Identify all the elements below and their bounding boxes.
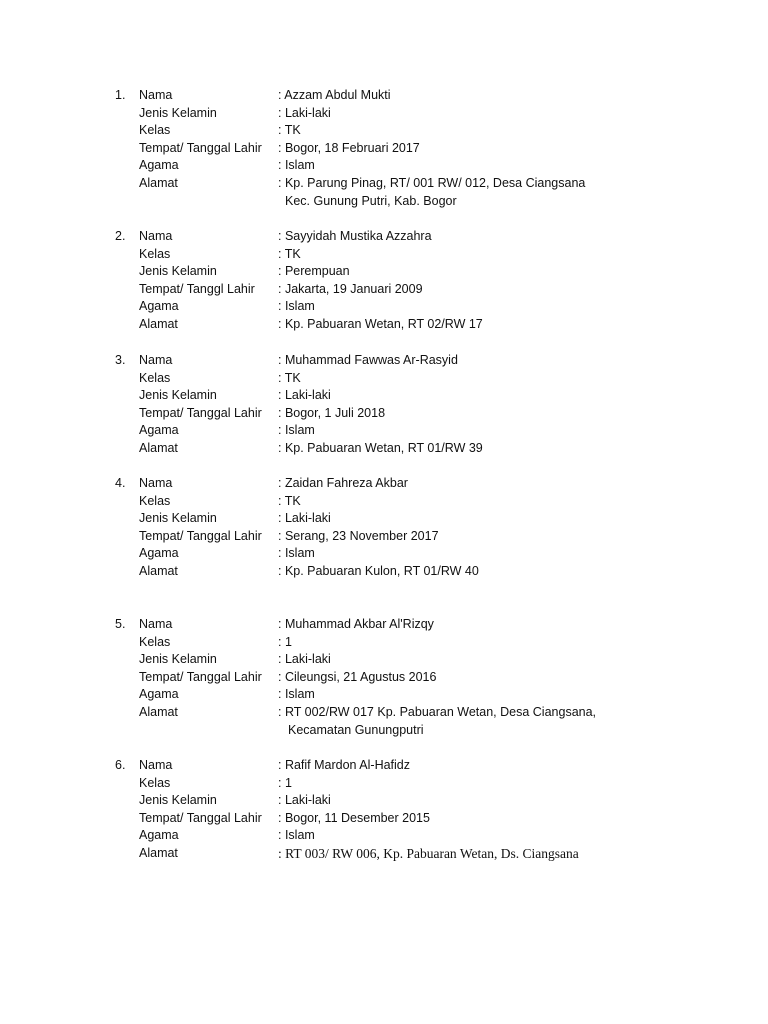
- label-ttl: Tempat/ Tanggal Lahir: [139, 405, 262, 420]
- row-alamat: [0, 845, 768, 863]
- row-ttl: [0, 405, 768, 423]
- value-jenis-kelamin: : Laki-laki: [278, 793, 331, 808]
- row-jenis-kelamin: [0, 510, 768, 528]
- label-alamat: Alamat: [139, 563, 178, 578]
- label-alamat: Alamat: [139, 704, 178, 719]
- label-kelas: Kelas: [139, 634, 171, 649]
- value-agama: : Islam: [278, 423, 315, 438]
- row-kelas: [0, 634, 768, 652]
- label-agama: Agama: [139, 299, 179, 314]
- label-agama: Agama: [139, 687, 179, 702]
- value-alamat: : RT 002/RW 017 Kp. Pabuaran Wetan, Desa Ciangsana,: [278, 704, 597, 719]
- row-alamat: [0, 316, 768, 334]
- label-agama: Agama: [139, 423, 179, 438]
- row-alamat: [0, 440, 768, 458]
- value-alamat-continuation: Kec. Gunung Putri, Kab. Bogor: [285, 193, 457, 208]
- row-agama: [0, 298, 768, 316]
- row-alamat-cont: [0, 193, 768, 211]
- label-jenis-kelamin: Jenis Kelamin: [139, 511, 217, 526]
- row-kelas: [0, 370, 768, 388]
- value-agama: : Islam: [278, 828, 315, 843]
- value-kelas: : 1: [278, 634, 292, 649]
- row-jenis-kelamin: [0, 651, 768, 669]
- label-kelas: Kelas: [139, 123, 171, 138]
- row-jenis-kelamin: [0, 105, 768, 123]
- row-kelas: [0, 246, 768, 264]
- label-kelas: Kelas: [139, 370, 171, 385]
- student-entry-2: [0, 228, 768, 334]
- value-ttl: : Bogor, 11 Desember 2015: [278, 810, 430, 825]
- label-alamat: Alamat: [139, 175, 178, 190]
- row-kelas: [0, 775, 768, 793]
- label-ttl: Tempat/ Tanggal Lahir: [139, 810, 262, 825]
- value-agama: : Islam: [278, 546, 315, 561]
- row-jenis-kelamin: [0, 792, 768, 810]
- label-alamat: Alamat: [139, 845, 178, 860]
- row-ttl: [0, 810, 768, 828]
- value-agama: : Islam: [278, 687, 315, 702]
- row-ttl: [0, 140, 768, 158]
- value-nama: : Rafif Mardon Al-Hafidz: [278, 758, 410, 772]
- value-alamat: : Kp. Pabuaran Wetan, RT 01/RW 39: [278, 440, 483, 455]
- row-agama: [0, 686, 768, 704]
- row-jenis-kelamin: [0, 387, 768, 405]
- row-alamat: [0, 563, 768, 581]
- label-jenis-kelamin: Jenis Kelamin: [139, 793, 217, 808]
- label-kelas: Kelas: [139, 493, 171, 508]
- label-jenis-kelamin: Jenis Kelamin: [139, 105, 217, 120]
- row-jenis-kelamin: [0, 263, 768, 281]
- row-alamat: [0, 704, 768, 722]
- value-nama: : Sayyidah Mustika Azzahra: [278, 229, 432, 243]
- value-jenis-kelamin: : Laki-laki: [278, 388, 331, 403]
- value-ttl: : Jakarta, 19 Januari 2009: [278, 281, 423, 296]
- label-nama: Nama: [139, 476, 173, 490]
- row-kelas: [0, 122, 768, 140]
- row-ttl: [0, 281, 768, 299]
- entry-number: 5.: [115, 617, 126, 631]
- student-entry-3: [0, 352, 768, 458]
- entry-number: 6.: [115, 758, 126, 772]
- value-ttl: : Bogor, 1 Juli 2018: [278, 405, 386, 420]
- student-entry-1: [0, 87, 768, 210]
- row-nama: [0, 352, 768, 370]
- label-kelas: Kelas: [139, 775, 171, 790]
- value-jenis-kelamin: : Laki-laki: [278, 652, 331, 667]
- label-kelas: Kelas: [139, 246, 171, 261]
- value-ttl: : Bogor, 18 Februari 2017: [278, 140, 420, 155]
- label-nama: Nama: [139, 758, 173, 772]
- value-kelas: : TK: [278, 246, 301, 261]
- row-nama: [0, 87, 768, 105]
- value-jenis-kelamin: : Perempuan: [278, 264, 350, 279]
- student-entry-6: [0, 757, 768, 863]
- row-nama: [0, 616, 768, 634]
- label-nama: Nama: [139, 229, 173, 243]
- row-alamat-cont: [0, 722, 768, 740]
- label-ttl: Tempat/ Tanggal Lahir: [139, 669, 262, 684]
- value-jenis-kelamin: : Laki-laki: [278, 511, 331, 526]
- value-nama: : Muhammad Fawwas Ar-Rasyid: [278, 353, 458, 367]
- label-ttl: Tempat/ Tanggal Lahir: [139, 140, 262, 155]
- row-ttl: [0, 669, 768, 687]
- value-nama: : Azzam Abdul Mukti: [278, 88, 391, 102]
- value-kelas: : TK: [278, 493, 301, 508]
- student-entry-5: [0, 616, 768, 739]
- label-ttl: Tempat/ Tanggal Lahir: [139, 528, 262, 543]
- value-kelas: : TK: [278, 123, 301, 138]
- value-jenis-kelamin: : Laki-laki: [278, 105, 331, 120]
- row-agama: [0, 827, 768, 845]
- label-jenis-kelamin: Jenis Kelamin: [139, 264, 217, 279]
- label-nama: Nama: [139, 88, 173, 102]
- label-nama: Nama: [139, 617, 173, 631]
- entry-number: 1.: [115, 88, 126, 102]
- row-nama: [0, 475, 768, 493]
- row-agama: [0, 545, 768, 563]
- label-agama: Agama: [139, 546, 179, 561]
- student-entry-4: [0, 475, 768, 581]
- label-jenis-kelamin: Jenis Kelamin: [139, 388, 217, 403]
- value-alamat-continuation: Kecamatan Gunungputri: [288, 722, 424, 737]
- label-alamat: Alamat: [139, 440, 178, 455]
- value-alamat: : Kp. Pabuaran Kulon, RT 01/RW 40: [278, 563, 479, 578]
- row-ttl: [0, 528, 768, 546]
- row-nama: [0, 757, 768, 775]
- row-nama: [0, 228, 768, 246]
- row-agama: [0, 157, 768, 175]
- label-nama: Nama: [139, 353, 173, 367]
- label-agama: Agama: [139, 158, 179, 173]
- row-alamat: [0, 175, 768, 193]
- value-nama: : Zaidan Fahreza Akbar: [278, 476, 408, 490]
- label-agama: Agama: [139, 828, 179, 843]
- row-kelas: [0, 493, 768, 511]
- row-agama: [0, 422, 768, 440]
- entry-number: 2.: [115, 229, 126, 243]
- value-kelas: : TK: [278, 370, 301, 385]
- value-kelas: : 1: [278, 775, 292, 790]
- value-ttl: : Serang, 23 November 2017: [278, 528, 439, 543]
- entry-number: 4.: [115, 476, 126, 490]
- value-ttl: : Cileungsi, 21 Agustus 2016: [278, 669, 437, 684]
- value-alamat: : Kp. Parung Pinag, RT/ 001 RW/ 012, Desa Ciangsana: [278, 175, 586, 190]
- value-agama: : Islam: [278, 299, 315, 314]
- value-alamat: : Kp. Pabuaran Wetan, RT 02/RW 17: [278, 316, 483, 331]
- value-nama: : Muhammad Akbar Al'Rizqy: [278, 617, 434, 631]
- value-agama: : Islam: [278, 158, 315, 173]
- value-alamat: : RT 003/ RW 006, Kp. Pabuaran Wetan, Ds. Ciangsana: [278, 845, 579, 861]
- label-ttl: Tempat/ Tanggl Lahir: [139, 281, 255, 296]
- label-alamat: Alamat: [139, 316, 178, 331]
- entry-number: 3.: [115, 353, 126, 367]
- label-jenis-kelamin: Jenis Kelamin: [139, 652, 217, 667]
